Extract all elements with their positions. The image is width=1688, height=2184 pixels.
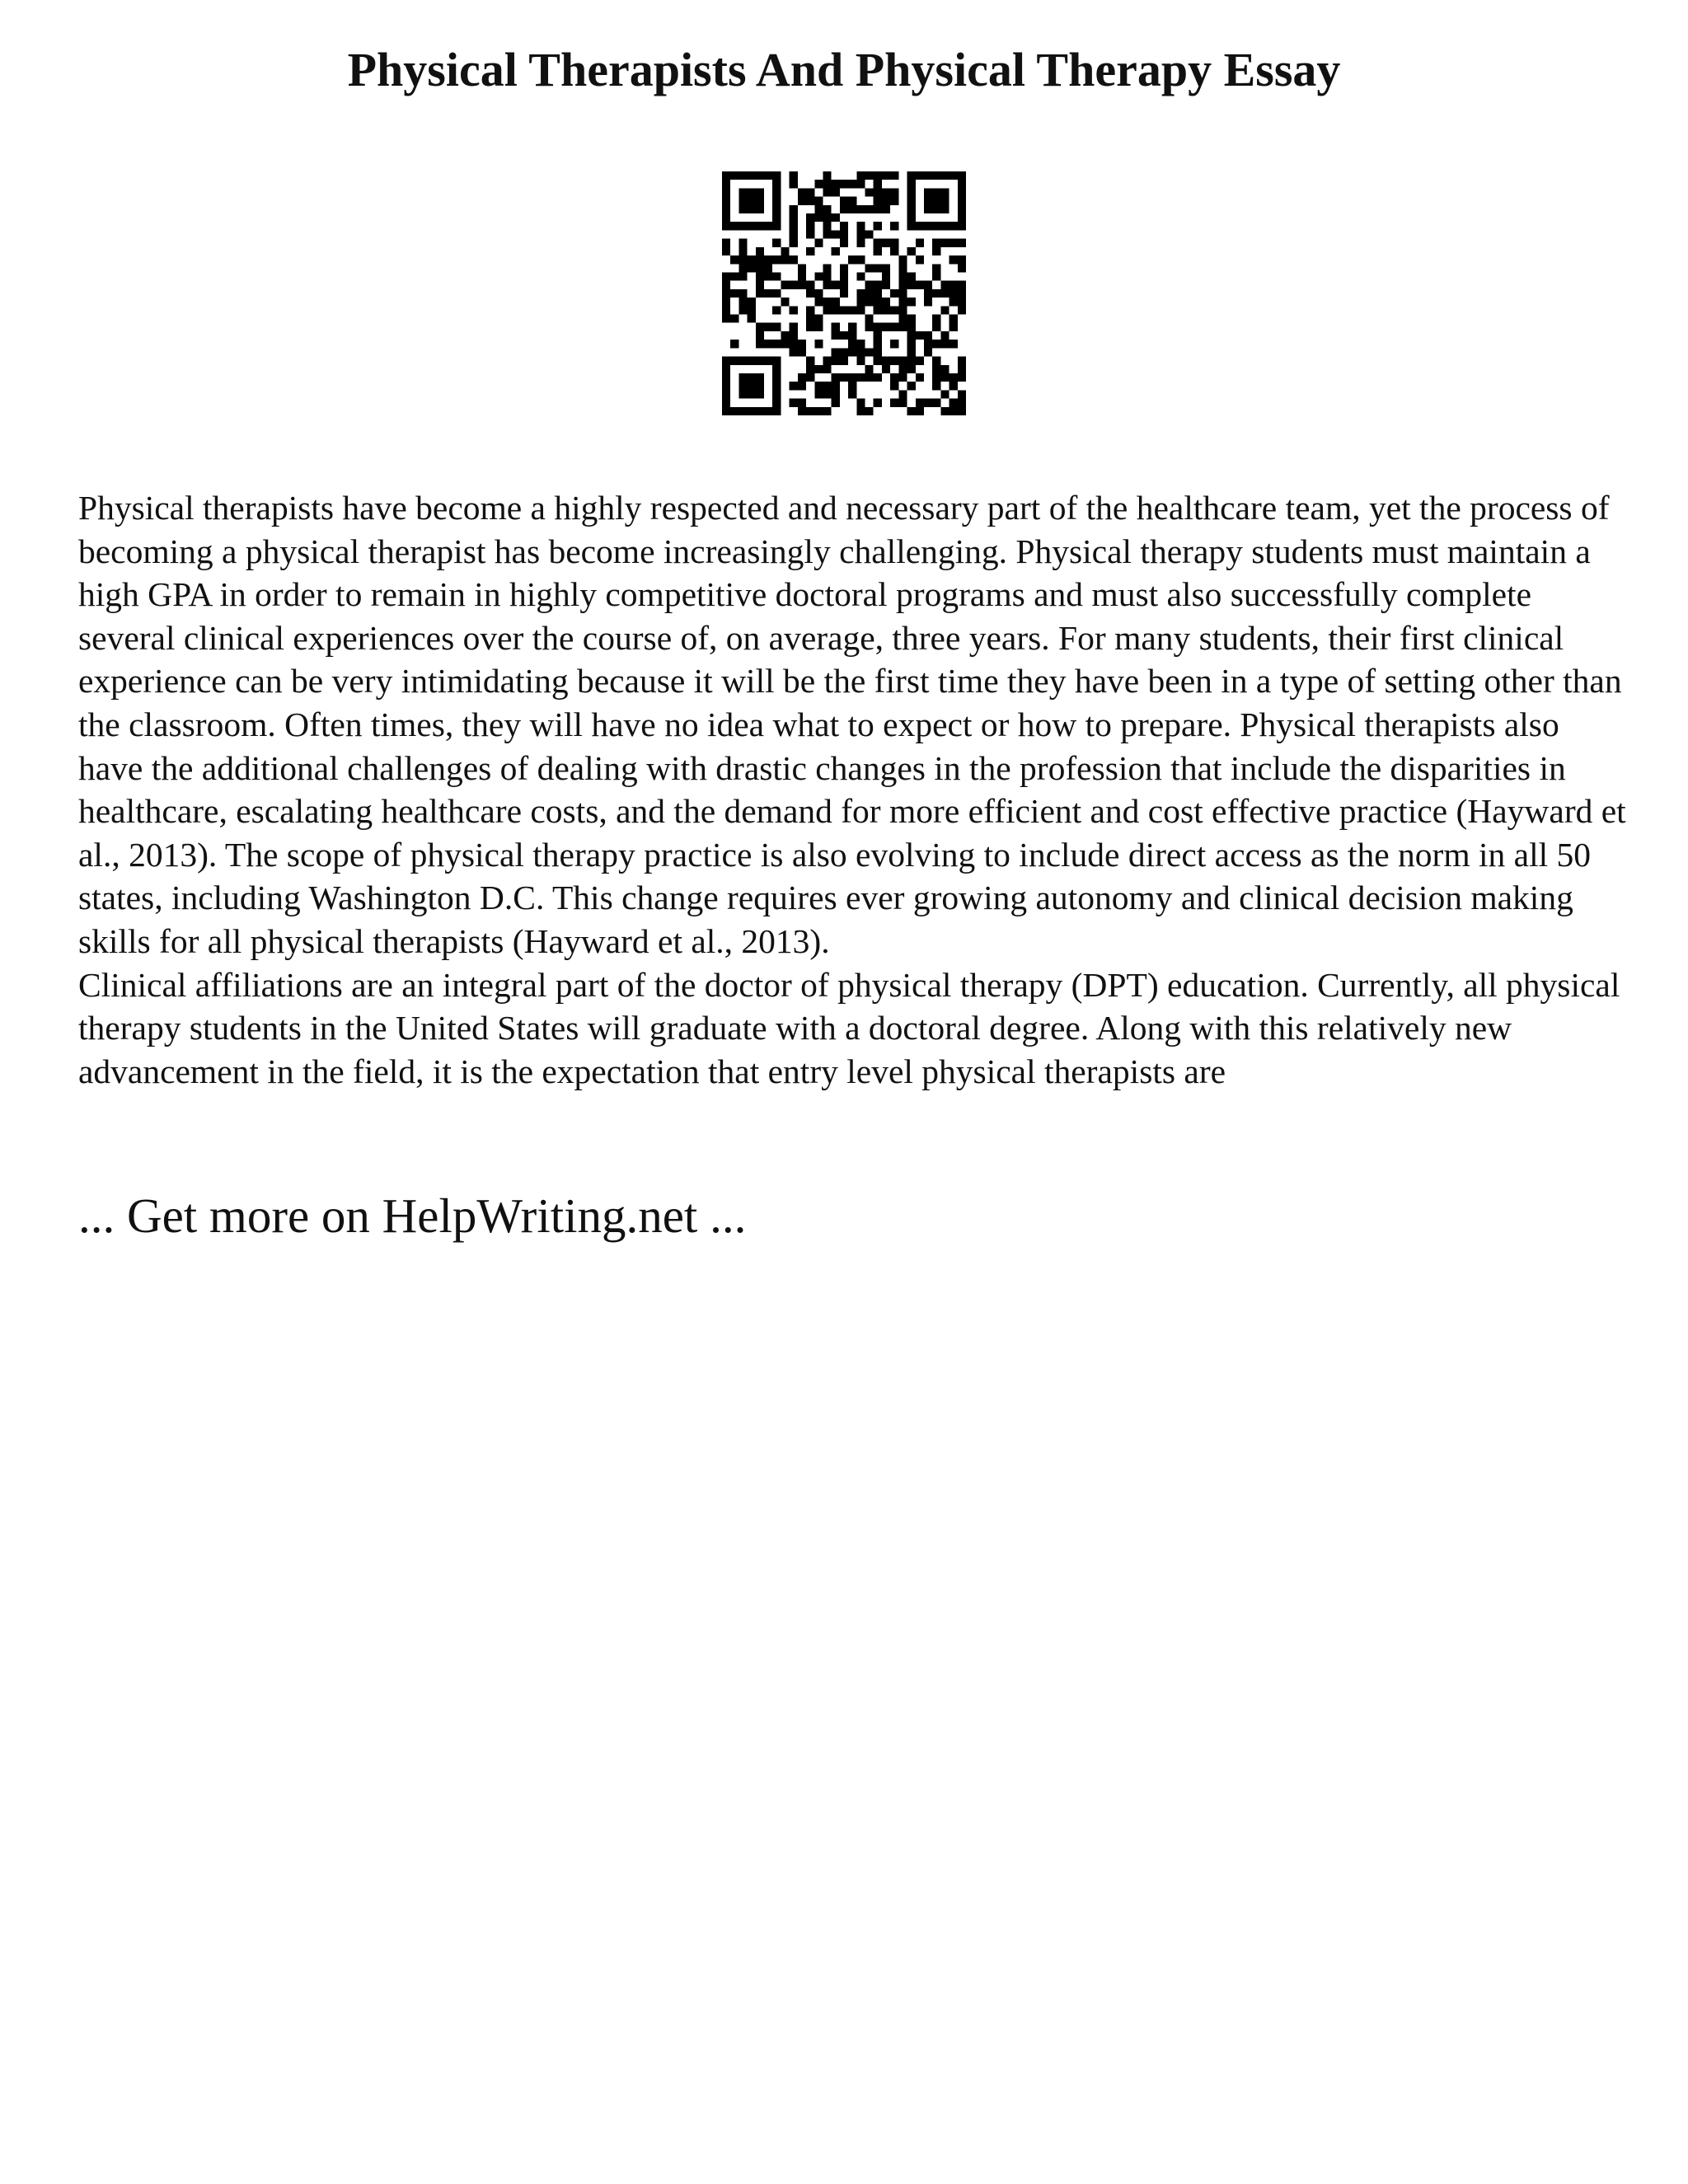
essay-paragraph-1: Physical therapists have become a highly respected and necessary part of the healthcare team, yet the process of becoming a physical therapist has become increasingly challenging. Physical therapy students must maintain a high GPA in order to remain in highly competitive doctoral programs and must also successfully complete several clinical experiences over the course of, on average, three years. For many students, their first clinical experience can be very intimidating because it will be the first time they have been in a type of setting other than the classroom. Often times, they will have no idea what to expect or how to prepare. Physical therapists also have the additional challenges of dealing with drastic changes in the profession that include the disparities in healthcare, escalating healthcare costs, and the demand for more efficient and cost effective practice (Hayward et al., 2013). The scope of physical therapy practice is also evolving to include direct access as the norm in all 50 states, including Washington D.C. This change requires ever growing autonomy and clinical decision making skills for all physical therapists (Hayward et al., 2013). — [78, 489, 1626, 960]
get-more-link[interactable]: ... Get more on HelpWriting.net ... — [78, 1188, 747, 1243]
qr-code-icon — [722, 171, 966, 415]
essay-body — [78, 486, 1628, 1093]
essay-paragraph-2: Clinical affiliations are an integral part of the doctor of physical therapy (DPT) education. Currently, all physical therapy students in the United States will graduate with a doctoral degree. Along with this relatively new advancement in the field, it is the expectation that entry level physical therapists are — [78, 965, 1620, 1090]
page-title: Physical Therapists And Physical Therapy Essay — [347, 43, 1341, 96]
